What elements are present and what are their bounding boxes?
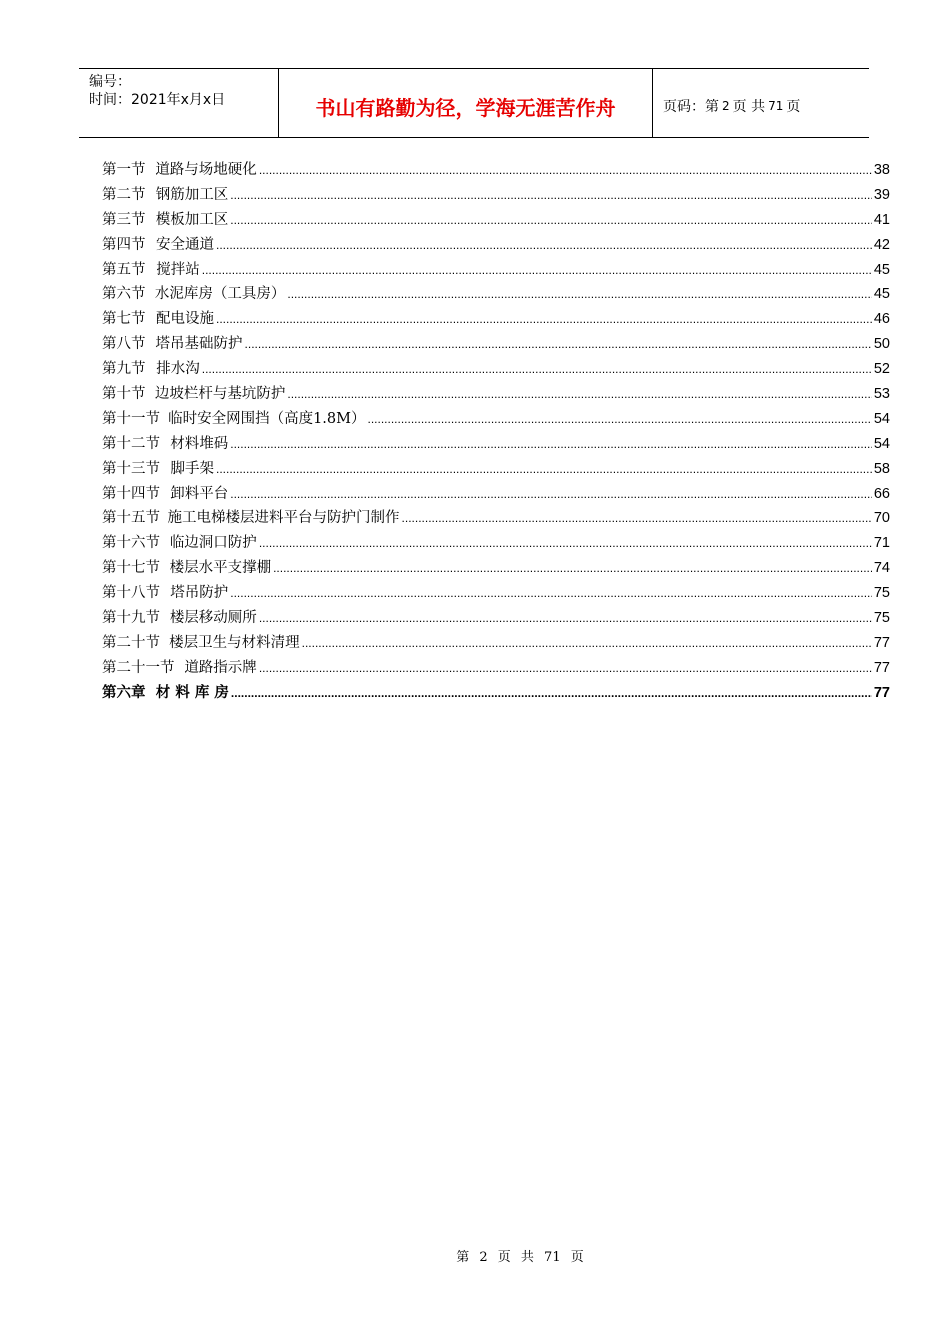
toc-page-number: 46 [873,311,890,328]
page-suffix: 页 [786,99,801,115]
toc-entry[interactable] [102,407,890,432]
toc-page-number: 45 [873,286,890,303]
toc-section-number: 第十四节 [102,485,160,502]
toc-page-number: 66 [873,485,890,502]
page-mid: 页 共 [732,99,766,115]
header-page-info [653,69,869,137]
toc-entry[interactable] [102,158,890,183]
toc-entry[interactable] [102,432,890,457]
toc-dot-leader [259,535,872,551]
toc-dot-leader [230,187,872,203]
toc-section-title: 边坡栏杆与基坑防护 [154,386,286,403]
toc-entry[interactable] [102,457,890,482]
toc-entry[interactable] [102,606,890,631]
toc-chapter-title: 材 料 库 房 [155,684,229,701]
toc-section-number: 第十八节 [102,585,160,602]
document-number-label: 编号： [89,74,131,90]
toc-entry[interactable] [102,282,890,307]
toc-section-title: 施工电梯楼层进料平台与防护门制作 [167,510,400,527]
page-current: 2 [722,99,730,113]
toc-section-number: 第十六节 [102,535,160,552]
toc-page-number: 77 [873,659,890,676]
toc-page-number: 77 [873,634,890,651]
toc-dot-leader [287,286,872,302]
toc-page-number: 70 [873,510,890,527]
toc-section-title: 模板加工区 [155,211,229,228]
toc-section-number: 第八节 [102,336,146,353]
toc-entry[interactable] [102,556,890,581]
toc-section-title: 楼层水平支撑棚 [169,560,272,577]
document-date: 时间：2021年x月x日 [89,92,226,108]
toc-section-number: 第五节 [102,261,146,278]
toc-dot-leader [259,660,872,676]
toc-page-number: 52 [873,361,890,378]
toc-dot-leader [230,212,872,228]
toc-section-title: 道路与场地硬化 [155,162,257,178]
toc-section-number: 第十二节 [102,435,160,452]
toc-entry[interactable] [102,332,890,357]
toc-section-number: 第十五节 [102,510,160,527]
toc-dot-leader [216,311,872,327]
toc-dot-leader [273,560,872,576]
toc-section-title: 脚手架 [170,460,214,477]
toc-section-number: 第一节 [102,162,146,178]
toc-dot-leader [202,262,872,278]
toc-section-title: 搅拌站 [156,261,200,278]
toc-dot-leader [202,361,872,377]
toc-dot-leader [367,411,871,427]
toc-entry[interactable] [102,258,890,283]
toc-entry[interactable] [102,382,890,407]
toc-section-number: 第二节 [102,186,146,203]
toc-entry[interactable] [102,656,890,681]
toc-page-number: 53 [873,386,890,403]
toc-section-number: 第十节 [102,386,146,403]
toc-dot-leader [259,610,872,626]
toc-section-title: 临边洞口防护 [169,535,257,552]
toc-entry[interactable] [102,531,890,556]
toc-section-title: 水泥库房（工具房） [154,286,286,303]
toc-dot-leader [231,685,872,701]
toc-section-number: 第九节 [102,361,146,378]
toc-dot-leader [230,585,872,601]
toc-section-title: 道路指示牌 [184,659,257,676]
toc-section-title: 配电设施 [156,311,214,328]
toc-page-number: 71 [873,535,890,552]
toc-page-number: 77 [873,684,890,701]
page-total: 71 [768,99,784,113]
toc-page-number: 75 [873,610,890,627]
toc-section-title: 塔吊基础防护 [155,336,243,353]
toc-page-number: 75 [873,585,890,602]
toc-entry[interactable] [102,183,890,208]
toc-chapter-entry[interactable] [102,681,890,706]
toc-entry[interactable] [102,208,890,233]
toc-page-number: 54 [873,435,890,452]
toc-section-title: 安全通道 [156,236,214,253]
toc-dot-leader [216,237,872,253]
toc-section-number: 第十一节 [102,410,160,427]
toc-section-number: 第十三节 [102,460,160,477]
toc-section-number: 第十七节 [102,560,160,577]
toc-section-title: 临时安全网围挡（高度1.8M） [168,410,366,427]
toc-section-number: 第四节 [102,236,146,253]
toc-page-number: 74 [873,560,890,577]
toc-page-number: 45 [873,261,890,278]
toc-section-title: 材料堆码 [170,435,229,452]
toc-section-title: 钢筋加工区 [155,186,229,203]
toc-page-number: 41 [873,211,890,228]
toc-page-number: 50 [873,336,890,353]
table-of-contents [102,158,890,706]
header-motto: 书山有路勤为径，学海无涯苦作舟 [279,69,653,137]
toc-page-number: 39 [873,186,890,203]
toc-section-number: 第十九节 [102,610,160,627]
header-info [79,69,279,137]
toc-section-number: 第六节 [102,286,146,303]
toc-entry[interactable] [102,506,890,531]
toc-page-number: 42 [873,236,890,253]
toc-entry[interactable] [102,307,890,332]
page-header [79,68,869,138]
toc-dot-leader [245,336,872,352]
toc-section-title: 卸料平台 [170,485,229,502]
toc-page-number: 38 [873,162,890,178]
toc-dot-leader [216,461,872,477]
toc-dot-leader [287,386,872,402]
toc-dot-leader [259,162,872,178]
toc-section-number: 第二十一节 [102,659,175,676]
toc-section-number: 第二十节 [102,634,160,651]
toc-section-number: 第七节 [102,311,146,328]
toc-entry[interactable] [102,357,890,382]
toc-dot-leader [302,635,872,651]
toc-section-title: 塔吊防护 [170,585,229,602]
toc-section-title: 楼层卫生与材料清理 [169,634,300,651]
toc-page-number: 58 [873,460,890,477]
toc-section-title: 排水沟 [156,361,200,378]
toc-entry[interactable] [102,233,890,258]
toc-dot-leader [402,510,872,526]
toc-entry[interactable] [102,631,890,656]
toc-section-title: 楼层移动厕所 [169,610,257,627]
toc-entry[interactable] [102,581,890,606]
toc-section-number: 第三节 [102,211,146,228]
toc-dot-leader [230,436,872,452]
toc-page-number: 54 [873,410,890,427]
toc-entry[interactable] [102,482,890,507]
toc-dot-leader [230,486,872,502]
page-prefix: 页码：第 [663,99,719,115]
page-footer: 第 2 页 共 71 页 [456,1250,584,1265]
toc-chapter-number: 第六章 [102,684,146,701]
